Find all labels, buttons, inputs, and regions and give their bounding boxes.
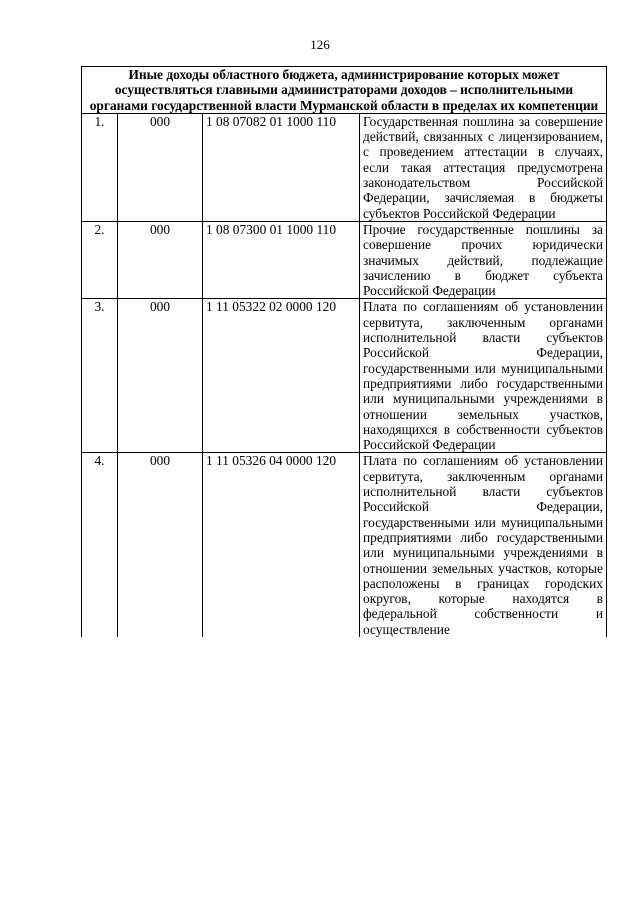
table-row bbox=[82, 113, 607, 221]
table-header-row bbox=[82, 67, 607, 114]
row-number: 4. bbox=[82, 453, 118, 637]
revenue-name: Плата по соглашениям об установлении сервитута, заключенным органами исполнительной власти субъектов Российской Федерации, государственными или муниципальными предприятиями либо государственными или муниципальными учреждениями в отношении земельных участков, находящихся в собственности субъектов Российской Федерации bbox=[360, 299, 607, 453]
revenue-name: Государственная пошлина за совершение действий, связанных с лицензированием, с проведением аттестации в случаях, если такая аттестация предусмотрена законодательством Российской Федерации, зачисляемая в бюджеты субъектов Российской Федерации bbox=[360, 113, 607, 221]
table-header: Иные доходы областного бюджета, администрирование которых может осуществляться главными администраторами доходов – исполнительными органами государственной власти Мурманской области в пределах их компетенции bbox=[82, 67, 607, 114]
admin-code: 000 bbox=[118, 453, 203, 637]
revenue-name: Плата по соглашениям об установлении сервитута, заключенным органами исполнительной власти субъектов Российской Федерации, государственными или муниципальными предприятиями либо государственными или муниципальными учреждениями в отношении земельных участков, которые расположены в границах городских округов, которые находятся в федеральной собственности и осуществление bbox=[360, 453, 607, 637]
budget-classification-code: 1 08 07082 01 1000 110 bbox=[203, 113, 360, 221]
budget-classification-code: 1 11 05326 04 0000 120 bbox=[203, 453, 360, 637]
table-row bbox=[82, 299, 607, 453]
admin-code: 000 bbox=[118, 221, 203, 298]
admin-code: 000 bbox=[118, 299, 203, 453]
page-number: 126 bbox=[310, 37, 330, 52]
revenue-table bbox=[81, 66, 607, 637]
row-number: 2. bbox=[82, 221, 118, 298]
revenue-name: Прочие государственные пошлины за совершение прочих юридически значимых действий, подлежащие зачислению в бюджет субъекта Российской Федерации bbox=[360, 221, 607, 298]
row-number: 3. bbox=[82, 299, 118, 453]
row-number: 1. bbox=[82, 113, 118, 221]
table-row bbox=[82, 221, 607, 298]
budget-classification-code: 1 08 07300 01 1000 110 bbox=[203, 221, 360, 298]
budget-classification-code: 1 11 05322 02 0000 120 bbox=[203, 299, 360, 453]
admin-code: 000 bbox=[118, 113, 203, 221]
table-row bbox=[82, 453, 607, 637]
